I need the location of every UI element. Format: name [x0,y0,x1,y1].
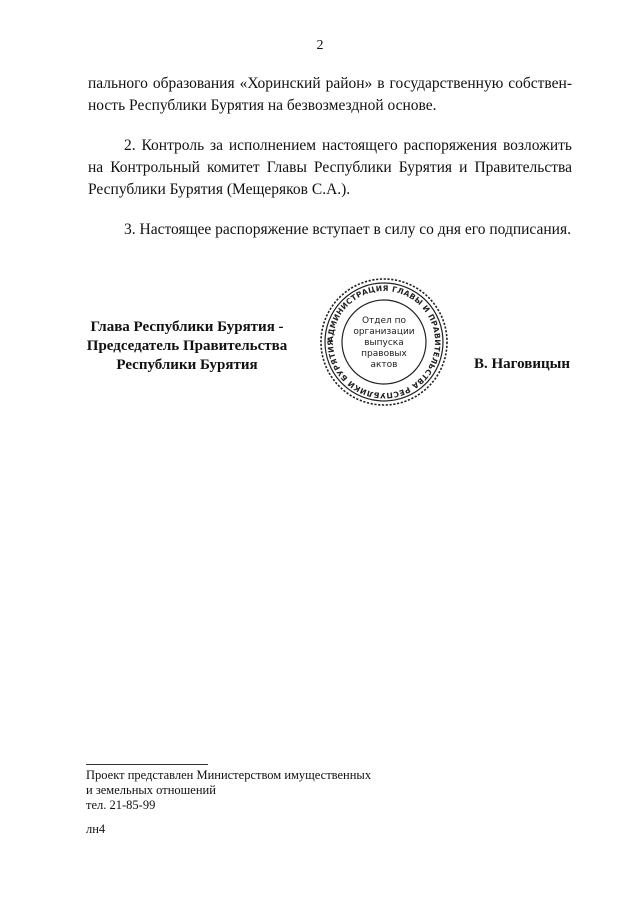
signatory-name: В. Наговицын [474,356,570,372]
document-code: лн4 [86,822,106,836]
footer-note [86,768,371,813]
seal-center-line: правовых [361,349,407,359]
footer-line: и земельных отношений [86,783,216,797]
seal-ring-text: АДМИНИСТРАЦИЯ ГЛАВЫ И ПРАВИТЕЛЬСТВА РЕСПУБЛИКИ БУРЯТИЯ [325,283,443,401]
seal-center-line: выпуска [364,338,404,348]
paragraph-continuation: пального образования «Хоринский район» в государственную собственность Республики Бурятия на безвозмездной основе. [88,75,572,114]
seal-center-line: Отдел по [361,316,407,326]
page-number: 2 [316,38,324,53]
paragraph-control-clause: 2. Контроль за исполнением настоящего распоряжения возложить на Контрольный комитет Главы Республики Бурятия и Правительства Республики Бурятия (Мещеряков С.А.). [88,137,572,198]
signatory-title-line: Глава Республики Бурятия - [90,319,284,335]
footer-line: Проект представлен Министерством имущественных [86,768,372,782]
official-seal [318,276,450,408]
footer-divider [86,764,208,765]
seal-center-line: актов [370,360,398,370]
signatory-title-line: Председатель Правительства [86,338,288,354]
seal-center-line: организации [353,327,415,337]
paragraph-effective-clause: 3. Настоящее распоряжение вступает в силу со дня его подписания. [124,221,571,238]
signatory-title-line: Республики Бурятия [116,357,258,373]
footer-phone: тел. 21-85-99 [86,798,156,812]
signatory-title [62,318,312,375]
